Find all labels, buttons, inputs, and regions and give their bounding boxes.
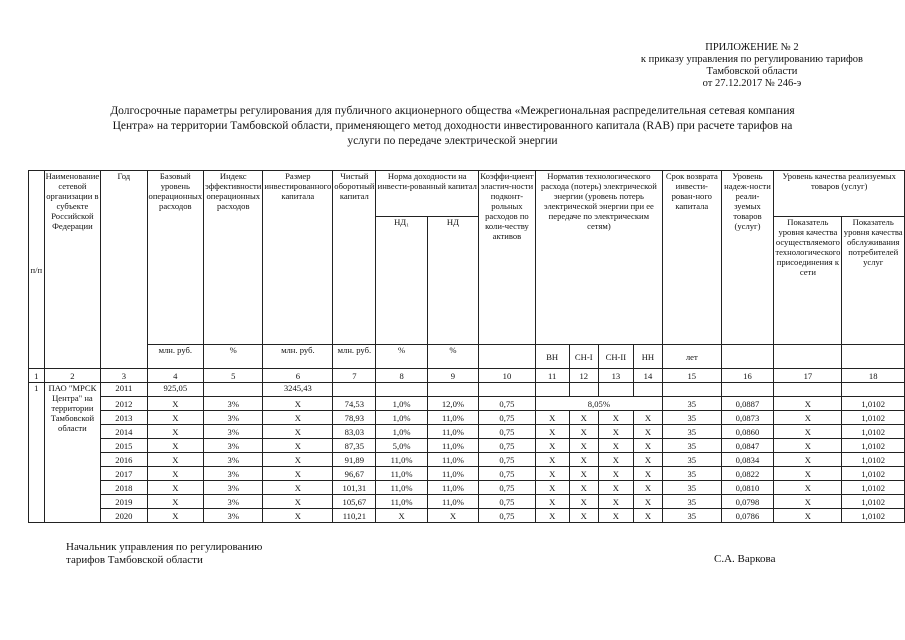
cell-quality-service: 1,0102 [842, 467, 905, 481]
cell-base-opex: X [147, 453, 204, 467]
cell-nd1: 5,0% [376, 439, 427, 453]
signature-position-line-2: тарифов Тамбовской области [66, 554, 203, 566]
cell-efficiency-index: 3% [204, 509, 263, 523]
cell-invested-capital: X [263, 453, 333, 467]
parameters-table [28, 170, 905, 523]
cell-nd: 11,0% [427, 495, 478, 509]
cell-invested-capital: X [263, 481, 333, 495]
column-number: 2 [44, 369, 101, 383]
cell-return-term: 35 [663, 481, 722, 495]
column-number: 5 [204, 369, 263, 383]
cell-loss-nn: X [633, 425, 662, 439]
cell-reliability: 0,0786 [721, 509, 774, 523]
cell-year: 2014 [101, 425, 147, 439]
unit-reliability [721, 345, 774, 369]
cell-nd: 11,0% [427, 425, 478, 439]
cell-quality-service: 1,0102 [842, 495, 905, 509]
cell-efficiency-index: 3% [204, 467, 263, 481]
cell-base-opex: X [147, 425, 204, 439]
cell-loss-vn: X [535, 425, 569, 439]
cell-base-opex: X [147, 495, 204, 509]
column-number: 1 [29, 369, 45, 383]
column-number-row [29, 369, 905, 383]
header-efficiency-index: Индекс эффективности операционных расходов [204, 171, 263, 345]
column-number: 6 [263, 369, 333, 383]
cell-nd1: 1,0% [376, 411, 427, 425]
header-elasticity-coef: Коэффи-циент эластич-ности подконт-рольных расходов по коли-честву активов [479, 171, 536, 345]
cell-return-term: 35 [663, 509, 722, 523]
column-number: 13 [598, 369, 633, 383]
cell-year: 2018 [101, 481, 147, 495]
cell-loss-vn: X [535, 467, 569, 481]
cell-return-term: 35 [663, 495, 722, 509]
cell-loss-sn2: X [598, 481, 633, 495]
cell-loss-vn: X [535, 495, 569, 509]
cell-year: 2020 [101, 509, 147, 523]
cell-nd: 11,0% [427, 439, 478, 453]
unit-coef [479, 345, 536, 369]
cell-efficiency-index: 3% [204, 439, 263, 453]
signature-position-line-1: Начальник управления по регулированию [66, 541, 263, 553]
header-losses-norm: Норматив технологического расхода (потерь) электрической энергии (уровень потерь электрической энергии при ее передаче по электрическим сетям) [535, 171, 662, 345]
cell-quality-service: 1,0102 [842, 397, 905, 411]
cell-return-term: 35 [663, 439, 722, 453]
cell-quality-connection: X [774, 495, 842, 509]
cell-base-2011: 925,05 [147, 383, 204, 397]
cell-nd: 11,0% [427, 467, 478, 481]
cell-reliability: 0,0798 [721, 495, 774, 509]
cell-loss-sn1: X [569, 495, 598, 509]
table-row [29, 495, 905, 509]
column-number: 14 [633, 369, 662, 383]
cell-nd1: X [376, 509, 427, 523]
header-reliability: Уровень надеж-ности реали-зуемых товаров (услуг) [721, 171, 774, 345]
header-return-term: Срок возврата инвести-рован-ного капитала [663, 171, 722, 345]
header-quality-connection: Показатель уровня качества осуществляемого технологического присоединения к сети [774, 217, 842, 345]
column-number: 17 [774, 369, 842, 383]
cell-empty [598, 383, 633, 397]
cell-base-opex: X [147, 397, 204, 411]
cell-efficiency-index: 3% [204, 453, 263, 467]
cell-loss-vn: X [535, 509, 569, 523]
cell-loss-sn2: X [598, 411, 633, 425]
cell-loss-nn: X [633, 411, 662, 425]
column-number: 12 [569, 369, 598, 383]
cell-empty [663, 383, 722, 397]
unit-capital: млн. руб. [263, 345, 333, 369]
header-num: п/п [29, 171, 45, 369]
cell-loss-nn: X [633, 439, 662, 453]
table-row [29, 509, 905, 523]
cell-quality-service: 1,0102 [842, 453, 905, 467]
cell-invested-capital: X [263, 495, 333, 509]
cell-empty [842, 383, 905, 397]
cell-quality-connection: X [774, 397, 842, 411]
column-number: 9 [427, 369, 478, 383]
cell-invested-capital: X [263, 509, 333, 523]
header-quality-service: Показатель уровня качества обслуживания потребителей услуг [842, 217, 905, 345]
cell-loss-nn: X [633, 467, 662, 481]
cell-working-capital: 110,21 [333, 509, 376, 523]
cell-elasticity-coef: 0,75 [479, 425, 536, 439]
unit-base: млн. руб. [147, 345, 204, 369]
cell-loss-sn2: X [598, 495, 633, 509]
cell-quality-connection: X [774, 411, 842, 425]
header-year: Год [101, 171, 147, 369]
cell-nd: 11,0% [427, 411, 478, 425]
unit-nd: % [427, 345, 478, 369]
header-quality: Уровень качества реализуемых товаров (услуг) [774, 171, 905, 217]
cell-loss-sn1: X [569, 481, 598, 495]
cell-loss-vn: X [535, 439, 569, 453]
table-row [29, 453, 905, 467]
cell-loss-vn: X [535, 411, 569, 425]
cell-elasticity-coef: 0,75 [479, 467, 536, 481]
cell-quality-connection: X [774, 467, 842, 481]
cell-nd1: 11,0% [376, 467, 427, 481]
title-line-1: Долгосрочные параметры регулирования для публичного акционерного общества «Межрегиональная распределительная сетевая компания [110, 105, 795, 117]
cell-elasticity-coef: 0,75 [479, 481, 536, 495]
cell-quality-connection: X [774, 425, 842, 439]
header-base-opex: Базовый уровень операционных расходов [147, 171, 204, 345]
cell-invested-capital: X [263, 397, 333, 411]
header-return-norm: Норма доходности на инвести-рованный капитал [376, 171, 479, 217]
cell-nd1: 1,0% [376, 397, 427, 411]
cell-quality-connection: X [774, 453, 842, 467]
cell-reliability: 0,0860 [721, 425, 774, 439]
cell-efficiency-index: 3% [204, 425, 263, 439]
unit-sn1: СН-I [569, 345, 598, 369]
cell-loss-sn1: X [569, 467, 598, 481]
cell-nd: 12,0% [427, 397, 478, 411]
cell-efficiency-index: 3% [204, 411, 263, 425]
header-nd1: НД₁ [376, 217, 427, 345]
cell-loss-sn2: X [598, 425, 633, 439]
unit-index: % [204, 345, 263, 369]
header-org: Наименование сетевой организации в субъекте Российской Федерации [44, 171, 101, 369]
column-number: 4 [147, 369, 204, 383]
cell-quality-connection: X [774, 509, 842, 523]
cell-working-capital: 78,93 [333, 411, 376, 425]
cell-quality-service: 1,0102 [842, 425, 905, 439]
cell-loss-sn1: X [569, 509, 598, 523]
header-invested-capital: Размер инвестированного капитала [263, 171, 333, 345]
cell-loss-nn: X [633, 453, 662, 467]
cell-loss-sn2: X [598, 509, 633, 523]
cell-empty [535, 383, 569, 397]
cell-efficiency-index: 3% [204, 397, 263, 411]
cell-invested-capital: X [263, 439, 333, 453]
cell-invested-capital: X [263, 425, 333, 439]
cell-elasticity-coef: 0,75 [479, 495, 536, 509]
cell-nd1: 1,0% [376, 425, 427, 439]
column-number: 3 [101, 369, 147, 383]
cell-loss-nn: X [633, 495, 662, 509]
column-number: 7 [333, 369, 376, 383]
cell-efficiency-index: 3% [204, 481, 263, 495]
cell-empty [633, 383, 662, 397]
cell-year: 2015 [101, 439, 147, 453]
cell-reliability: 0,0887 [721, 397, 774, 411]
cell-base-opex: X [147, 509, 204, 523]
cell-invested-capital: X [263, 467, 333, 481]
cell-nd: 11,0% [427, 481, 478, 495]
unit-working: млн. руб. [333, 345, 376, 369]
cell-year-2011: 2011 [101, 383, 147, 397]
cell-working-capital: 74,53 [333, 397, 376, 411]
column-number: 8 [376, 369, 427, 383]
cell-loss-sn1: X [569, 453, 598, 467]
title-line-3: услуги по передаче электрической энергии [347, 135, 558, 147]
cell-working-capital: 101,31 [333, 481, 376, 495]
cell-loss-nn: X [633, 509, 662, 523]
cell-loss-sn2: X [598, 439, 633, 453]
cell-base-opex: X [147, 481, 204, 495]
cell-elasticity-coef: 0,75 [479, 439, 536, 453]
unit-nn: НН [633, 345, 662, 369]
cell-loss-vn: X [535, 453, 569, 467]
cell-quality-service: 1,0102 [842, 411, 905, 425]
cell-working-capital: 87,35 [333, 439, 376, 453]
unit-sn2: СН-II [598, 345, 633, 369]
cell-loss-sn2: X [598, 467, 633, 481]
org-name: ПАО "МРСК Центра" на территории Тамбовской области [44, 383, 101, 523]
cell-loss-sn2: X [598, 453, 633, 467]
cell-losses-total: 8,05% [535, 397, 662, 411]
cell-loss-vn: X [535, 481, 569, 495]
cell-reliability: 0,0873 [721, 411, 774, 425]
cell-empty [479, 383, 536, 397]
header-working-capital: Чистый оборотный капитал [333, 171, 376, 345]
cell-base-opex: X [147, 411, 204, 425]
unit-term: лет [663, 345, 722, 369]
column-number: 16 [721, 369, 774, 383]
cell-quality-service: 1,0102 [842, 481, 905, 495]
cell-empty [427, 383, 478, 397]
cell-working-capital: 83,03 [333, 425, 376, 439]
cell-nd1: 11,0% [376, 481, 427, 495]
cell-loss-sn1: X [569, 425, 598, 439]
signer-name: С.А. Варкова [714, 553, 776, 565]
cell-nd: 11,0% [427, 453, 478, 467]
cell-empty [569, 383, 598, 397]
cell-loss-sn1: X [569, 411, 598, 425]
cell-empty [774, 383, 842, 397]
cell-quality-service: 1,0102 [842, 509, 905, 523]
cell-nd1: 11,0% [376, 453, 427, 467]
cell-loss-nn: X [633, 481, 662, 495]
column-number: 15 [663, 369, 722, 383]
cell-year: 2012 [101, 397, 147, 411]
column-number: 11 [535, 369, 569, 383]
cell-quality-connection: X [774, 481, 842, 495]
title-line-2: Центра» на территории Тамбовской области, применяющего метод доходности инвестированного капитала (RAB) при расчете тарифов на [112, 120, 793, 132]
table-row [29, 439, 905, 453]
cell-reliability: 0,0834 [721, 453, 774, 467]
cell-empty [376, 383, 427, 397]
cell-year: 2016 [101, 453, 147, 467]
cell-elasticity-coef: 0,75 [479, 411, 536, 425]
cell-loss-sn1: X [569, 439, 598, 453]
cell-working-capital: 96,67 [333, 467, 376, 481]
row-number: 1 [29, 383, 45, 523]
appendix-line-1: ПРИЛОЖЕНИЕ № 2 [705, 42, 799, 53]
cell-return-term: 35 [663, 411, 722, 425]
table-row [29, 411, 905, 425]
table-row [29, 467, 905, 481]
cell-empty [721, 383, 774, 397]
appendix-line-4: от 27.12.2017 № 246-э [702, 78, 802, 89]
cell-quality-service: 1,0102 [842, 439, 905, 453]
unit-nd1: % [376, 345, 427, 369]
appendix-block [641, 42, 863, 90]
cell-invested-capital: X [263, 411, 333, 425]
unit-quality-service [842, 345, 905, 369]
cell-quality-connection: X [774, 439, 842, 453]
cell-base-opex: X [147, 467, 204, 481]
cell-year: 2013 [101, 411, 147, 425]
cell-efficiency-index: 3% [204, 495, 263, 509]
cell-working-capital: 91,89 [333, 453, 376, 467]
column-number: 10 [479, 369, 536, 383]
cell-working-capital: 105,67 [333, 495, 376, 509]
unit-vn: ВН [535, 345, 569, 369]
header-nd: НД [427, 217, 478, 345]
document-title [30, 104, 875, 149]
column-number: 18 [842, 369, 905, 383]
cell-elasticity-coef: 0,75 [479, 397, 536, 411]
cell-reliability: 0,0810 [721, 481, 774, 495]
cell-nd: X [427, 509, 478, 523]
table-row [29, 397, 905, 411]
cell-return-term: 35 [663, 425, 722, 439]
cell-return-term: 35 [663, 397, 722, 411]
cell-empty [204, 383, 263, 397]
cell-year: 2017 [101, 467, 147, 481]
appendix-line-3: Тамбовской области [706, 66, 798, 77]
table-row [29, 481, 905, 495]
cell-base-opex: X [147, 439, 204, 453]
cell-capital-2011: 3245,43 [263, 383, 333, 397]
cell-empty [333, 383, 376, 397]
cell-reliability: 0,0822 [721, 467, 774, 481]
cell-return-term: 35 [663, 453, 722, 467]
cell-nd1: 11,0% [376, 495, 427, 509]
cell-return-term: 35 [663, 467, 722, 481]
cell-year: 2019 [101, 495, 147, 509]
cell-elasticity-coef: 0,75 [479, 453, 536, 467]
appendix-line-2: к приказу управления по регулированию тарифов [640, 54, 863, 65]
cell-reliability: 0,0847 [721, 439, 774, 453]
table-row [29, 425, 905, 439]
unit-quality-connection [774, 345, 842, 369]
signature-position [66, 541, 262, 567]
cell-elasticity-coef: 0,75 [479, 509, 536, 523]
